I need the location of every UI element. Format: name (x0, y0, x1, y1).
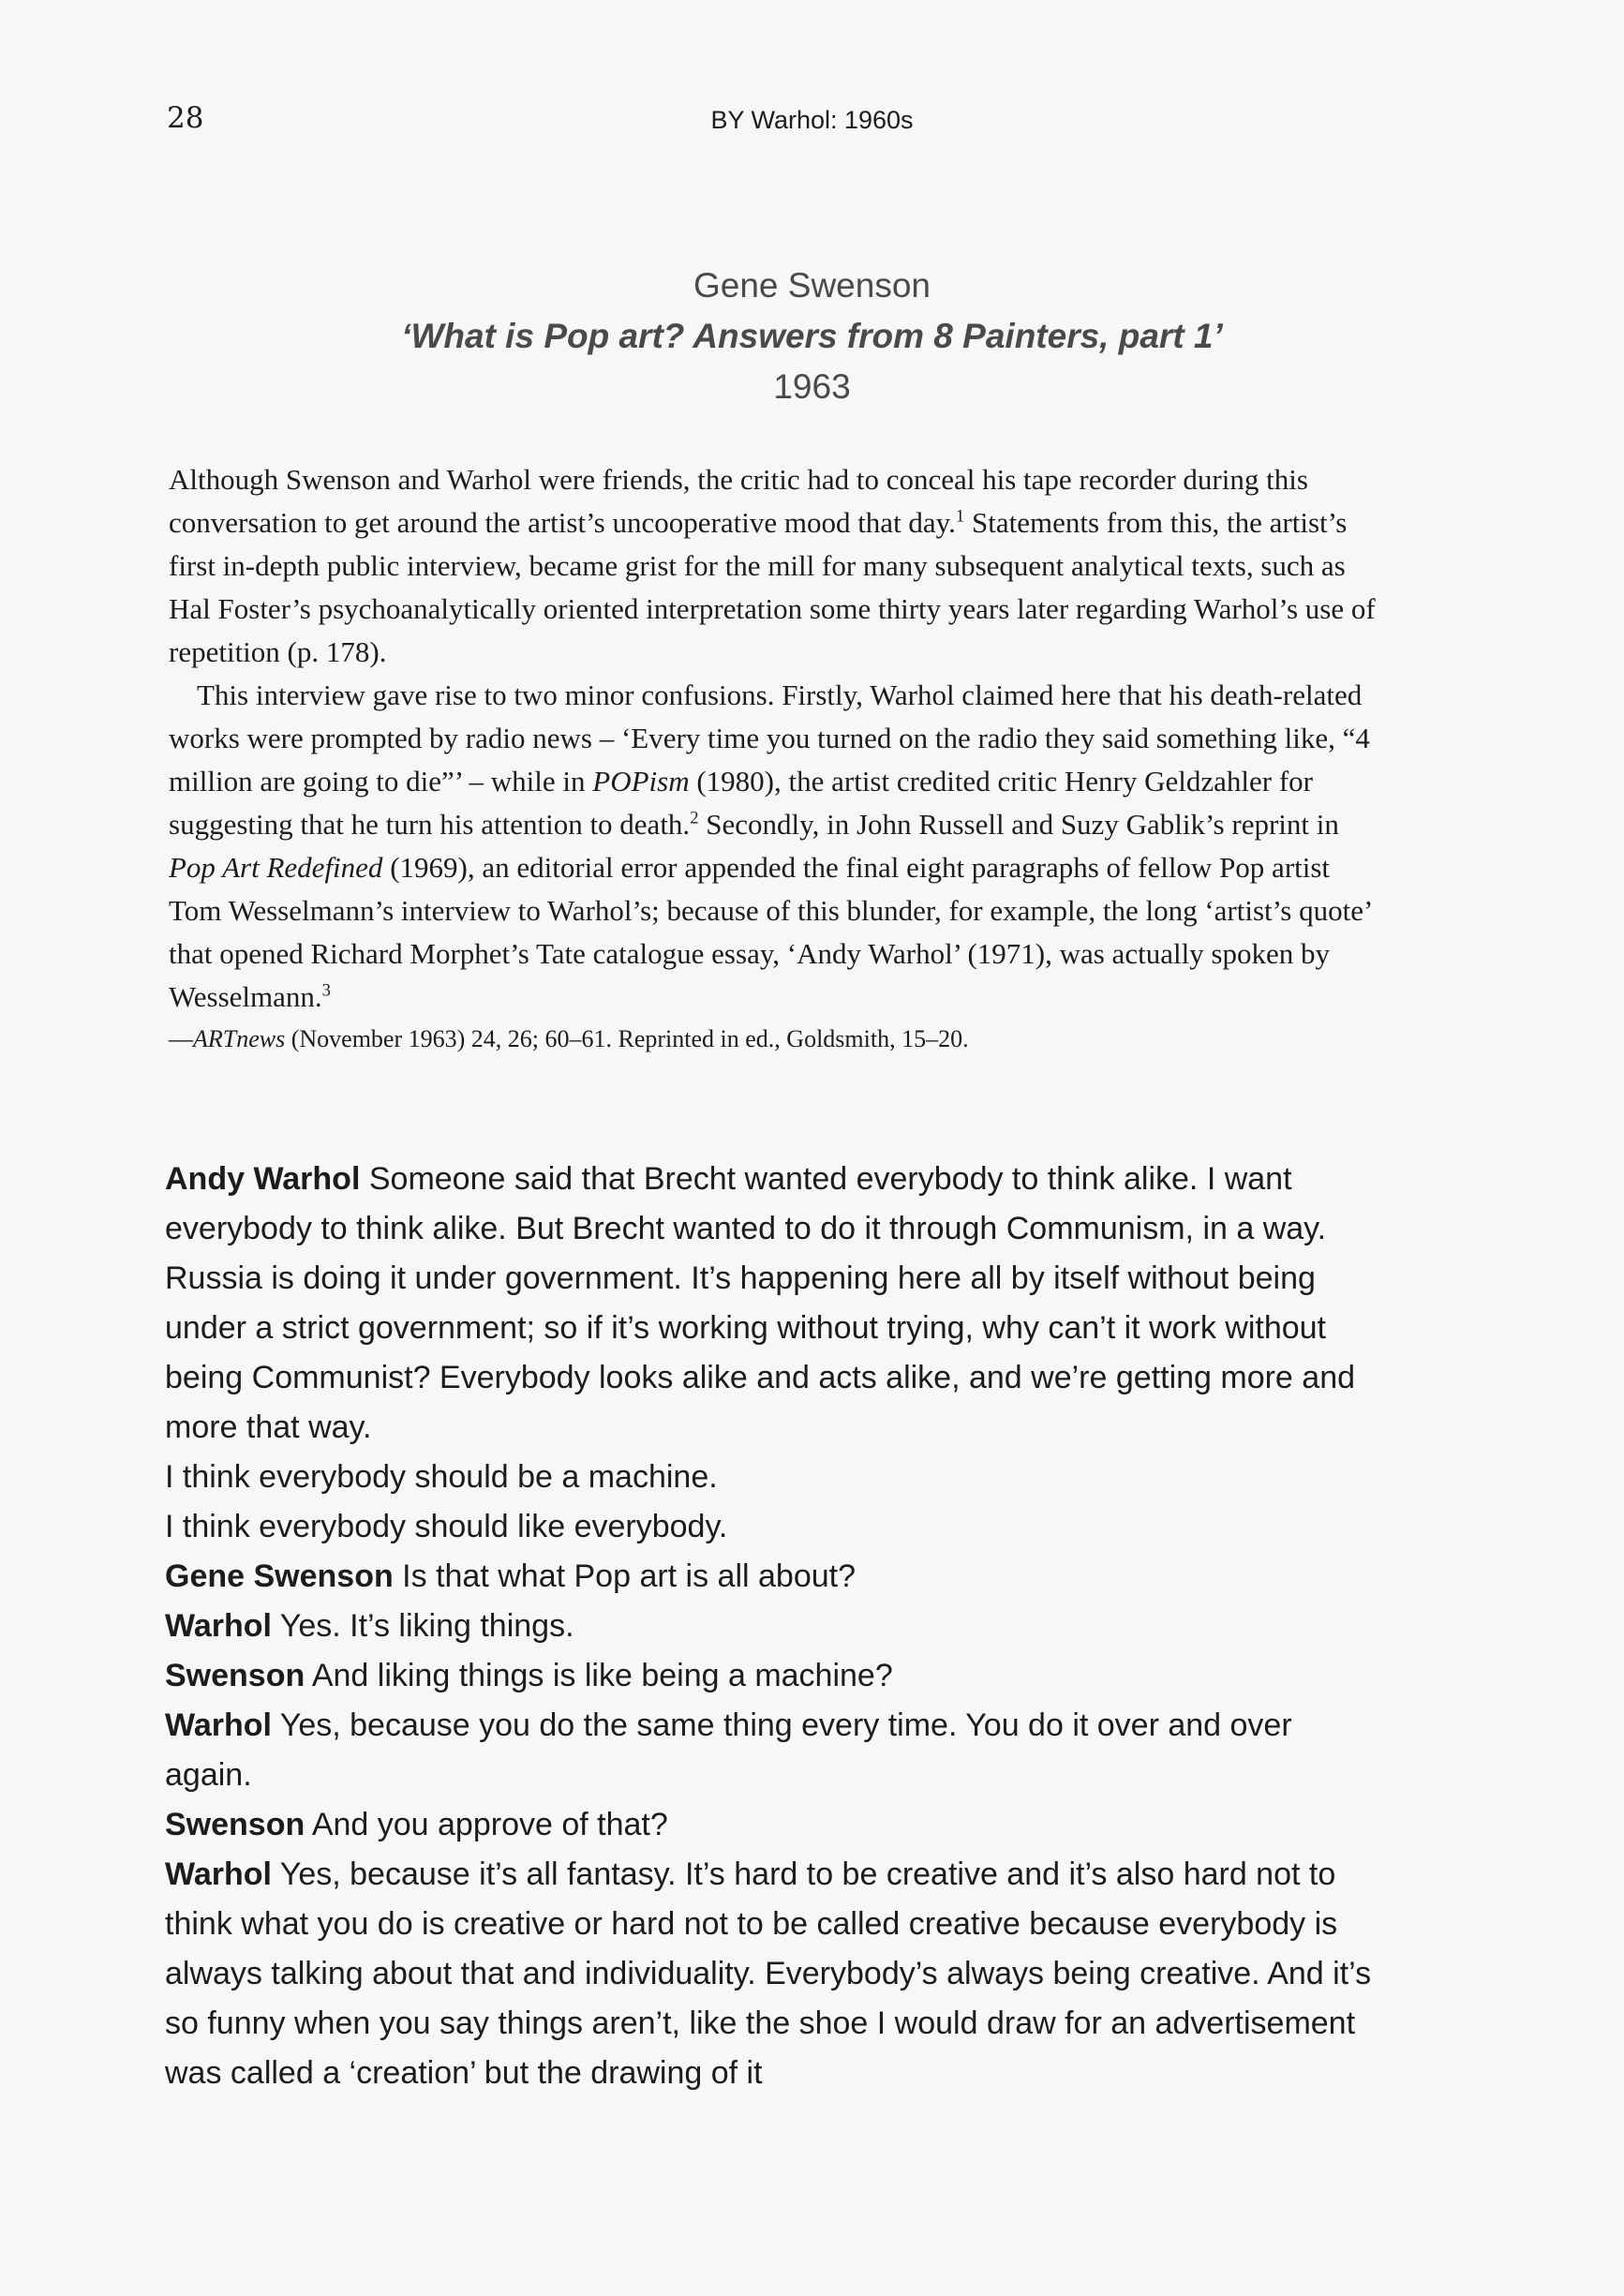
citation-details: (November 1963) 24, 26; 60–61. Reprinted in ed., Goldsmith, 15–20. (285, 1025, 969, 1052)
spoken-text: I think everybody should like everybody. (165, 1509, 728, 1544)
page-number: 28 (167, 101, 204, 135)
speaker-name: Swenson (165, 1807, 305, 1842)
spoken-text: Yes, because it’s all fantasy. It’s hard to be creative and it’s also hard not to think what you do is creative or hard not to be called creative because everybody is always talking about that and individuality. Everybody’s always being creative. And it’s so funny when you say things aren’t, like the shoe I would draw for an advertisement was called a ‘creation’ but the drawing of it (165, 1856, 1372, 2091)
intro-text (169, 458, 1387, 1060)
transcript-line (165, 1850, 1383, 2098)
speaker-name: Swenson (165, 1658, 305, 1693)
footnote-marker: 3 (321, 980, 331, 1001)
transcript-line (165, 1453, 1383, 1502)
citation-dash: — (169, 1025, 193, 1052)
speaker-name: Warhol (165, 1707, 272, 1743)
book-title: POPism (592, 765, 690, 798)
spoken-text: Someone said that Brecht wanted everybody to think alike. I want everybody to think alike. But Brecht wanted to do it through Communism, in a way. Russia is doing it under government. It’s happening here all by itself without being under a strict government; so if it’s working without trying, why can’t it work without being Communist? Everybody looks alike and acts alike, and we’re getting more and more that way. (165, 1161, 1356, 1445)
intro-text-span: Although Swenson and Warhol were friends, the critic had to conceal his tape recorder during this conversation to get around the artist’s uncooperative mood that day. (169, 463, 1308, 539)
spoken-text: Yes. It’s liking things. (271, 1608, 574, 1644)
intro-paragraph (169, 674, 1387, 1019)
article-year: 1963 (773, 367, 851, 406)
footnote-marker: 2 (690, 808, 699, 828)
intro-text-span: Statements from this, the artist’s first in-depth public interview, became grist for the mill for many subsequent analytical texts, such as Hal Foster’s psychoanalytically oriented interpretation some thirty years later regarding Warhol’s use of repetition (p. 178). (169, 506, 1376, 668)
transcript-line (165, 1651, 1383, 1701)
spoken-text: Is that what Pop art is all about? (393, 1558, 857, 1594)
transcript-line (165, 1155, 1383, 1453)
speaker-name: Warhol (165, 1856, 272, 1892)
spoken-text: And liking things is like being a machine? (305, 1658, 893, 1693)
intro-text-span: Secondly, in John Russell and Suzy Gablik’s reprint in (698, 808, 1339, 841)
speaker-name: Warhol (165, 1608, 272, 1644)
footnote-marker: 1 (955, 506, 965, 527)
spoken-text: And you approve of that? (305, 1807, 668, 1842)
journal-title: ARTnews (193, 1025, 286, 1052)
running-head: BY Warhol: 1960s (710, 106, 914, 134)
transcript-line (165, 1502, 1383, 1552)
intro-text-span: (1980), the artist credited critic Henry Geldzahler for suggesting that he turn his attention to death. (169, 765, 1313, 841)
source-citation (169, 1019, 1387, 1060)
intro-text-span: (1969), an editorial error appended the final eight paragraphs of fellow Pop artist Tom Wesselmann’s interview to Warhol’s; because of this blunder, for example, the long ‘artist’s quote’ that opened Richard Morphet’s Tate catalogue essay, ‘Andy Warhol’ (1971), was actually spoken by Wesselmann. (169, 851, 1371, 1013)
speaker-name: Gene Swenson (165, 1558, 394, 1594)
spoken-text: I think everybody should be a machine. (165, 1459, 718, 1495)
spoken-text: Yes, because you do the same thing every time. You do it over and over again. (165, 1707, 1292, 1793)
intro-text-span: This interview gave rise to two minor confusions. Firstly, Warhol claimed here that his death-related works were prompted by radio news – ‘Every time you turned on the radio they said something like, “4 million are going to die”’ – while in (169, 678, 1370, 798)
book-title: Pop Art Redefined (169, 851, 383, 884)
title-block (0, 261, 1624, 412)
transcript-line (165, 1701, 1383, 1800)
intro-paragraph (169, 458, 1387, 674)
article-title: ‘What is Pop art? Answers from 8 Painters, part 1’ (401, 317, 1223, 355)
transcript-line (165, 1602, 1383, 1651)
transcript-line (165, 1552, 1383, 1602)
transcript-line (165, 1800, 1383, 1850)
interview-transcript (165, 1155, 1383, 2098)
author-name: Gene Swenson (693, 266, 931, 305)
speaker-name: Andy Warhol (165, 1161, 361, 1197)
